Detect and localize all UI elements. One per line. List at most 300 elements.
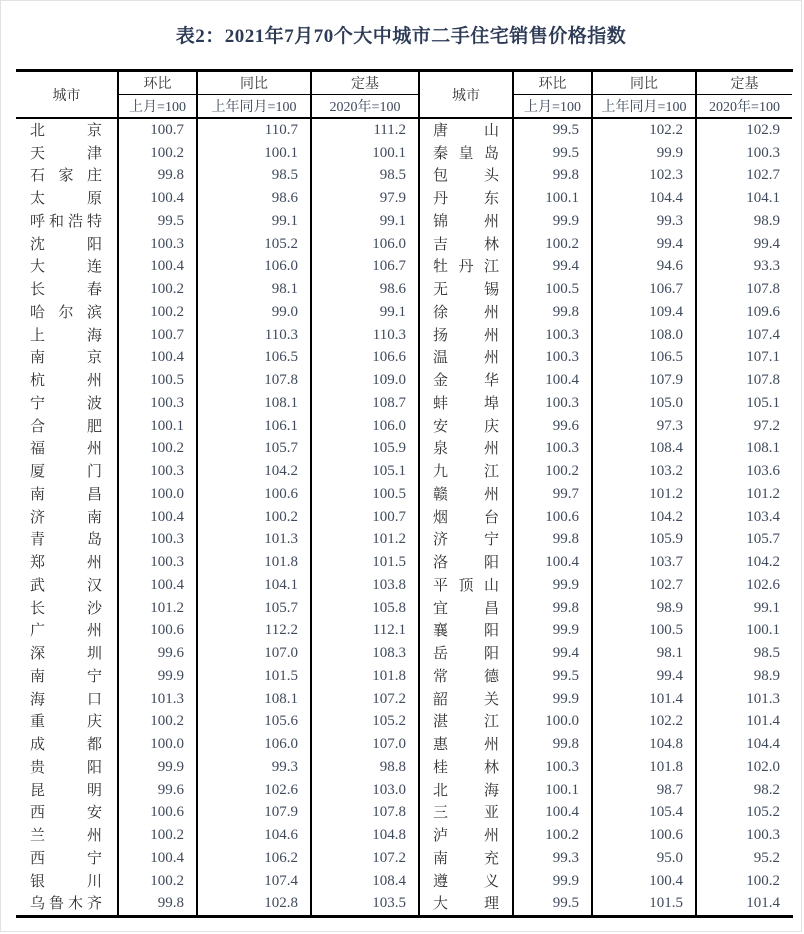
value-cell: 108.4 — [593, 438, 697, 461]
city-name: 青岛 — [30, 531, 102, 549]
city-cell — [16, 642, 119, 665]
subheader-fixedbase-right: 2020年=100 — [697, 95, 792, 119]
city-name: 宜昌 — [433, 599, 499, 617]
value-cell: 98.1 — [198, 278, 312, 301]
value-cell: 100.3 — [119, 551, 198, 574]
value-cell: 102.7 — [593, 574, 697, 597]
value-cell: 99.8 — [514, 733, 593, 756]
value-cell: 101.5 — [198, 665, 312, 688]
value-cell: 100.7 — [119, 119, 198, 142]
value-cell: 108.1 — [198, 392, 312, 415]
header-city-left: 城市 — [16, 72, 119, 119]
value-cell: 99.5 — [514, 142, 593, 165]
value-cell: 106.6 — [312, 347, 420, 370]
value-cell: 100.5 — [312, 483, 420, 506]
value-cell: 99.8 — [514, 597, 593, 620]
value-cell: 99.5 — [514, 119, 593, 142]
value-cell: 98.6 — [198, 187, 312, 210]
value-cell: 101.4 — [593, 688, 697, 711]
city-cell — [16, 688, 119, 711]
city-name: 深圳 — [30, 645, 102, 663]
city-cell — [16, 597, 119, 620]
header-yoy-left: 同比 — [198, 72, 312, 95]
city-cell — [420, 233, 514, 256]
city-cell — [16, 347, 119, 370]
city-name: 南京 — [30, 349, 102, 367]
value-cell: 106.0 — [312, 233, 420, 256]
value-cell: 99.9 — [593, 142, 697, 165]
value-cell: 104.2 — [198, 460, 312, 483]
city-name: 郑州 — [30, 554, 102, 572]
value-cell: 100.2 — [119, 870, 198, 893]
value-cell: 100.4 — [593, 870, 697, 893]
city-cell — [420, 483, 514, 506]
value-cell: 100.2 — [514, 460, 593, 483]
city-cell — [16, 392, 119, 415]
city-name: 济宁 — [433, 531, 499, 549]
city-name: 安庆 — [433, 417, 499, 435]
city-name: 常德 — [433, 667, 499, 685]
city-name: 西宁 — [30, 849, 102, 867]
value-cell: 101.8 — [593, 756, 697, 779]
value-cell: 107.4 — [746, 326, 780, 343]
city-cell — [16, 733, 119, 756]
value-cell: 100.4 — [119, 847, 198, 870]
city-cell — [420, 256, 514, 279]
header-fixedbase-right: 定基 — [697, 72, 792, 95]
city-cell — [420, 824, 514, 847]
city-name: 大理 — [433, 895, 499, 913]
value-cell: 100.3 — [514, 756, 593, 779]
value-cell: 107.8 — [198, 369, 312, 392]
value-cell: 99.1 — [312, 210, 420, 233]
value-cell: 104.4 — [593, 187, 697, 210]
value-cell: 99.1 — [198, 210, 312, 233]
value-cell: 101.4 — [746, 713, 780, 730]
value-cell: 105.2 — [746, 804, 780, 821]
city-name: 兰州 — [30, 827, 102, 845]
city-cell — [420, 597, 514, 620]
city-cell — [420, 574, 514, 597]
value-cell: 102.7 — [746, 167, 780, 184]
header-yoy-right: 同比 — [593, 72, 697, 95]
value-cell: 106.1 — [198, 415, 312, 438]
city-name: 太原 — [30, 190, 102, 208]
value-cell: 98.6 — [312, 278, 420, 301]
value-cell: 99.9 — [514, 210, 593, 233]
city-cell — [420, 802, 514, 825]
city-name: 丹东 — [433, 190, 499, 208]
city-cell — [420, 506, 514, 529]
value-cell: 104.4 — [746, 736, 780, 753]
value-cell: 106.2 — [198, 847, 312, 870]
value-cell: 103.2 — [593, 460, 697, 483]
city-cell — [420, 529, 514, 552]
city-name: 牡丹江 — [433, 258, 499, 276]
city-name: 无锡 — [433, 281, 499, 299]
value-cell: 98.1 — [593, 642, 697, 665]
value-cell: 100.1 — [746, 622, 780, 639]
city-cell — [16, 506, 119, 529]
value-cell: 100.6 — [514, 506, 593, 529]
value-cell: 99.1 — [753, 599, 780, 616]
value-cell: 100.2 — [119, 711, 198, 734]
city-cell — [16, 551, 119, 574]
value-cell: 99.4 — [514, 642, 593, 665]
value-cell: 105.7 — [198, 438, 312, 461]
city-cell — [16, 665, 119, 688]
city-cell — [16, 460, 119, 483]
value-cell: 99.9 — [514, 688, 593, 711]
value-cell: 100.4 — [514, 802, 593, 825]
value-cell: 101.2 — [312, 529, 420, 552]
value-cell: 101.5 — [593, 893, 697, 916]
city-name: 平顶山 — [433, 576, 499, 594]
city-name: 石家庄 — [30, 167, 102, 185]
value-cell: 100.2 — [746, 872, 780, 889]
value-cell: 103.7 — [593, 551, 697, 574]
value-cell: 99.8 — [119, 893, 198, 916]
value-cell: 99.8 — [514, 301, 593, 324]
value-cell: 102.0 — [746, 758, 780, 775]
city-name: 南昌 — [30, 485, 102, 503]
value-cell: 106.5 — [198, 347, 312, 370]
value-cell: 107.9 — [198, 802, 312, 825]
city-cell — [16, 824, 119, 847]
value-cell: 100.2 — [514, 824, 593, 847]
city-name: 厦门 — [30, 463, 102, 481]
city-name: 包头 — [433, 167, 499, 185]
city-name: 桂林 — [433, 758, 499, 776]
value-cell: 100.3 — [514, 324, 593, 347]
city-name: 泉州 — [433, 440, 499, 458]
value-cell: 100.0 — [119, 733, 198, 756]
city-cell — [420, 870, 514, 893]
value-cell: 108.7 — [312, 392, 420, 415]
value-cell: 100.2 — [514, 233, 593, 256]
value-cell: 99.9 — [514, 574, 593, 597]
value-cell: 100.4 — [514, 369, 593, 392]
city-cell — [420, 460, 514, 483]
city-name: 武汉 — [30, 576, 102, 594]
value-cell: 100.5 — [119, 369, 198, 392]
city-cell — [420, 733, 514, 756]
city-cell — [420, 165, 514, 188]
value-cell: 100.5 — [514, 278, 593, 301]
city-cell — [420, 347, 514, 370]
city-cell — [420, 893, 514, 916]
header-mom-right: 环比 — [514, 72, 593, 95]
value-cell: 100.2 — [119, 301, 198, 324]
value-cell: 99.8 — [514, 165, 593, 188]
value-cell: 100.4 — [119, 256, 198, 279]
city-cell — [420, 438, 514, 461]
value-cell: 103.5 — [312, 893, 420, 916]
city-cell — [420, 642, 514, 665]
city-cell — [16, 415, 119, 438]
value-cell: 98.5 — [312, 165, 420, 188]
value-cell: 102.8 — [198, 893, 312, 916]
value-cell: 99.3 — [198, 756, 312, 779]
value-cell: 100.3 — [119, 460, 198, 483]
value-cell: 99.4 — [514, 256, 593, 279]
city-cell — [16, 529, 119, 552]
value-cell: 110.7 — [198, 119, 312, 142]
value-cell: 105.9 — [312, 438, 420, 461]
value-cell: 100.4 — [119, 574, 198, 597]
value-cell: 100.2 — [119, 142, 198, 165]
city-name: 吉林 — [433, 235, 499, 253]
city-cell — [16, 847, 119, 870]
city-name: 洛阳 — [433, 554, 499, 572]
value-cell: 105.0 — [593, 392, 697, 415]
value-cell: 105.7 — [198, 597, 312, 620]
value-cell: 106.0 — [198, 733, 312, 756]
value-cell: 100.2 — [119, 438, 198, 461]
value-cell: 100.3 — [119, 233, 198, 256]
value-cell: 107.2 — [312, 847, 420, 870]
city-cell — [420, 119, 514, 142]
value-cell: 100.4 — [119, 347, 198, 370]
value-cell: 97.9 — [312, 187, 420, 210]
value-cell: 100.1 — [198, 142, 312, 165]
value-cell: 107.1 — [746, 349, 780, 366]
value-cell: 101.3 — [746, 690, 780, 707]
subheader-mom-left: 上月=100 — [119, 95, 198, 119]
value-cell: 103.6 — [746, 463, 780, 480]
city-name: 西安 — [30, 804, 102, 822]
value-cell: 99.6 — [119, 779, 198, 802]
city-cell — [420, 551, 514, 574]
value-cell: 110.3 — [312, 324, 420, 347]
value-cell: 100.4 — [119, 187, 198, 210]
value-cell: 105.9 — [593, 529, 697, 552]
value-cell: 99.5 — [514, 665, 593, 688]
value-cell: 109.0 — [312, 369, 420, 392]
value-cell: 101.3 — [198, 529, 312, 552]
city-name: 呼和浩特 — [30, 212, 102, 230]
city-cell — [420, 324, 514, 347]
subheader-yoy-right: 上年同月=100 — [593, 95, 697, 119]
city-cell — [16, 779, 119, 802]
value-cell: 100.1 — [514, 779, 593, 802]
city-name: 杭州 — [30, 372, 102, 390]
value-cell: 93.3 — [753, 258, 780, 275]
value-cell: 101.4 — [746, 895, 780, 912]
value-cell: 98.7 — [593, 779, 697, 802]
city-cell — [420, 779, 514, 802]
value-cell: 104.8 — [593, 733, 697, 756]
value-cell: 99.9 — [514, 620, 593, 643]
value-cell: 112.1 — [312, 620, 420, 643]
city-cell — [420, 847, 514, 870]
city-name: 泸州 — [433, 827, 499, 845]
city-name: 长春 — [30, 281, 102, 299]
city-cell — [16, 438, 119, 461]
value-cell: 100.6 — [198, 483, 312, 506]
value-cell: 95.2 — [753, 849, 780, 866]
value-cell: 98.8 — [312, 756, 420, 779]
city-name: 重庆 — [30, 713, 102, 731]
value-cell: 94.6 — [593, 256, 697, 279]
value-cell: 101.3 — [119, 688, 198, 711]
value-cell: 99.5 — [119, 210, 198, 233]
city-cell — [420, 665, 514, 688]
value-cell: 108.0 — [593, 324, 697, 347]
city-name: 秦皇岛 — [433, 144, 499, 162]
city-cell — [420, 392, 514, 415]
city-cell — [16, 324, 119, 347]
value-cell: 101.8 — [312, 665, 420, 688]
city-name: 温州 — [433, 349, 499, 367]
city-name: 南宁 — [30, 667, 102, 685]
value-cell: 100.2 — [119, 278, 198, 301]
value-cell: 100.6 — [119, 620, 198, 643]
city-cell — [420, 142, 514, 165]
value-cell: 100.1 — [514, 187, 593, 210]
city-cell — [16, 369, 119, 392]
value-cell: 105.8 — [312, 597, 420, 620]
value-cell: 103.0 — [312, 779, 420, 802]
value-cell: 100.2 — [119, 824, 198, 847]
value-cell: 100.4 — [119, 506, 198, 529]
value-cell: 100.5 — [593, 620, 697, 643]
city-cell — [16, 210, 119, 233]
value-cell: 98.2 — [753, 781, 780, 798]
city-cell — [16, 256, 119, 279]
value-cell: 99.9 — [514, 870, 593, 893]
city-cell — [420, 688, 514, 711]
value-cell: 107.2 — [312, 688, 420, 711]
value-cell: 99.8 — [514, 529, 593, 552]
city-name: 湛江 — [433, 713, 499, 731]
value-cell: 100.3 — [746, 827, 780, 844]
value-cell: 99.7 — [514, 483, 593, 506]
value-cell: 99.4 — [753, 235, 780, 252]
city-cell — [16, 142, 119, 165]
value-cell: 101.5 — [312, 551, 420, 574]
value-cell: 98.5 — [753, 645, 780, 662]
city-name: 上海 — [30, 326, 102, 344]
value-cell: 100.3 — [514, 438, 593, 461]
city-cell — [16, 278, 119, 301]
value-cell: 100.3 — [746, 144, 780, 161]
value-cell: 102.2 — [593, 119, 697, 142]
value-cell: 109.6 — [746, 303, 780, 320]
value-cell: 107.4 — [198, 870, 312, 893]
value-cell: 102.6 — [746, 576, 780, 593]
value-cell: 103.8 — [312, 574, 420, 597]
value-cell: 108.1 — [198, 688, 312, 711]
value-cell: 100.7 — [119, 324, 198, 347]
value-cell: 97.2 — [753, 417, 780, 434]
city-name: 大连 — [30, 258, 102, 276]
value-cell: 107.8 — [746, 281, 780, 298]
city-name: 长沙 — [30, 599, 102, 617]
value-cell: 101.2 — [746, 485, 780, 502]
value-cell: 100.0 — [514, 711, 593, 734]
value-cell: 104.2 — [593, 506, 697, 529]
city-cell — [420, 301, 514, 324]
city-cell — [16, 301, 119, 324]
value-cell: 98.9 — [753, 212, 780, 229]
city-name: 蚌埠 — [433, 394, 499, 412]
city-name: 成都 — [30, 736, 102, 754]
city-cell — [16, 187, 119, 210]
value-cell: 95.0 — [593, 847, 697, 870]
value-cell: 100.6 — [593, 824, 697, 847]
value-cell: 98.9 — [593, 597, 697, 620]
value-cell: 106.0 — [312, 415, 420, 438]
city-name: 锦州 — [433, 212, 499, 230]
value-cell: 106.7 — [593, 278, 697, 301]
value-cell: 106.7 — [312, 256, 420, 279]
city-name: 北京 — [30, 121, 102, 139]
value-cell: 101.2 — [119, 597, 198, 620]
city-name: 海口 — [30, 690, 102, 708]
city-cell — [420, 415, 514, 438]
city-name: 金华 — [433, 372, 499, 390]
value-cell: 105.7 — [746, 531, 780, 548]
value-cell: 100.6 — [119, 802, 198, 825]
city-cell — [16, 802, 119, 825]
value-cell: 99.3 — [593, 210, 697, 233]
value-cell: 102.9 — [746, 121, 780, 138]
value-cell: 99.5 — [514, 893, 593, 916]
value-cell: 99.9 — [119, 665, 198, 688]
value-cell: 105.2 — [312, 711, 420, 734]
value-cell: 104.6 — [198, 824, 312, 847]
city-name: 赣州 — [433, 485, 499, 503]
value-cell: 104.8 — [312, 824, 420, 847]
value-cell: 99.4 — [593, 233, 697, 256]
value-cell: 100.2 — [198, 506, 312, 529]
city-cell — [16, 756, 119, 779]
value-cell: 100.3 — [119, 392, 198, 415]
city-cell — [16, 233, 119, 256]
value-cell: 103.4 — [746, 508, 780, 525]
value-cell: 107.0 — [312, 733, 420, 756]
value-cell: 108.4 — [312, 870, 420, 893]
value-cell: 100.3 — [514, 347, 593, 370]
city-cell — [16, 711, 119, 734]
value-cell: 105.1 — [312, 460, 420, 483]
price-index-table — [16, 69, 793, 918]
city-name: 惠州 — [433, 736, 499, 754]
city-cell — [16, 483, 119, 506]
city-cell — [16, 893, 119, 916]
city-cell — [16, 165, 119, 188]
city-cell — [420, 756, 514, 779]
city-name: 乌鲁木齐 — [30, 895, 102, 913]
city-name: 三亚 — [433, 804, 499, 822]
city-cell — [16, 870, 119, 893]
city-cell — [16, 574, 119, 597]
city-cell — [420, 210, 514, 233]
subheader-yoy-left: 上年同月=100 — [198, 95, 312, 119]
city-cell — [420, 711, 514, 734]
city-cell — [16, 119, 119, 142]
value-cell: 108.3 — [312, 642, 420, 665]
value-cell: 100.1 — [119, 415, 198, 438]
value-cell: 99.1 — [312, 301, 420, 324]
city-name: 九江 — [433, 463, 499, 481]
value-cell: 111.2 — [312, 119, 420, 142]
city-name: 南充 — [433, 849, 499, 867]
value-cell: 107.8 — [312, 802, 420, 825]
value-cell: 104.2 — [746, 554, 780, 571]
value-cell: 97.3 — [593, 415, 697, 438]
